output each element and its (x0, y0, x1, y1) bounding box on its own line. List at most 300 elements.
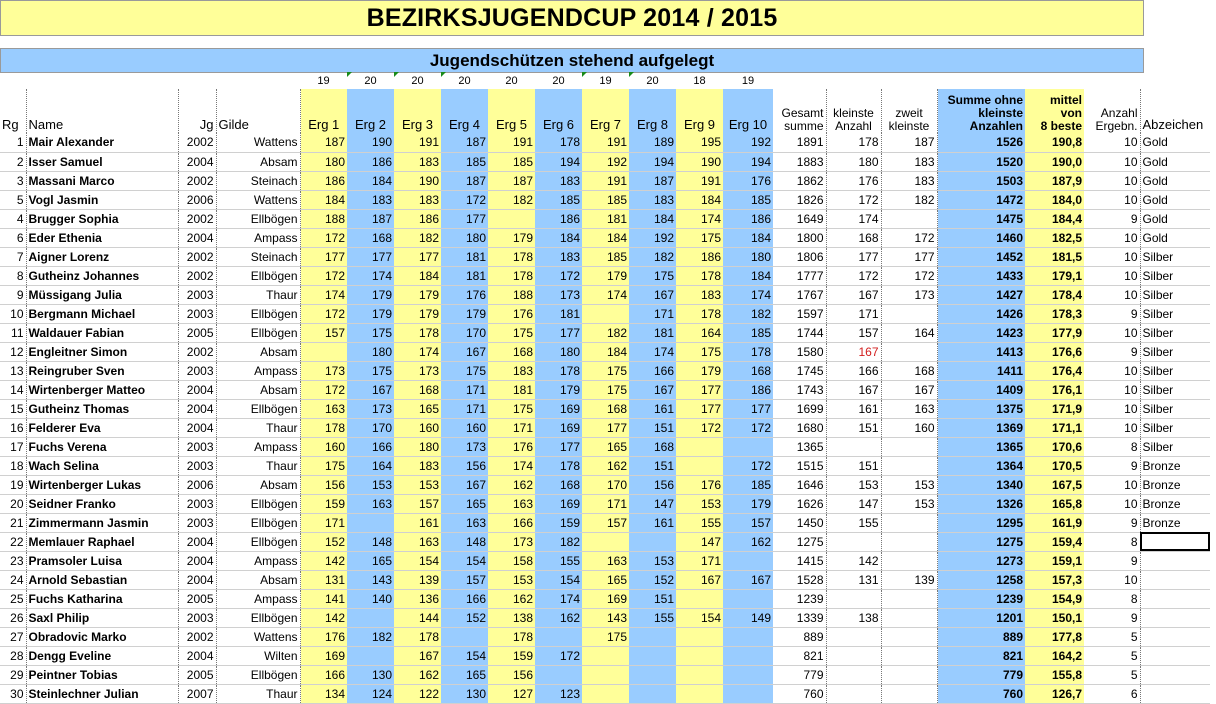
cell-erg-8[interactable]: 175 (629, 266, 676, 285)
cell-erg-4[interactable]: 163 (441, 513, 488, 532)
header-erg-9[interactable]: Erg 9 (676, 89, 723, 133)
cell-erg-8[interactable]: 153 (629, 551, 676, 570)
cell-jg[interactable]: 2003 (178, 304, 216, 323)
cell-erg-3[interactable]: 122 (394, 684, 441, 703)
cell-gesamt[interactable]: 779 (773, 665, 826, 684)
cell-summe-ohne[interactable]: 1364 (937, 456, 1025, 475)
cell-jg[interactable]: 2004 (178, 228, 216, 247)
cell-erg-10[interactable] (723, 665, 773, 684)
cell-gesamt[interactable]: 760 (773, 684, 826, 703)
cell-erg-3[interactable]: 167 (394, 646, 441, 665)
cell-erg-1[interactable]: 169 (300, 646, 347, 665)
cell-erg-4[interactable]: 170 (441, 323, 488, 342)
cell-summe-ohne[interactable]: 1460 (937, 228, 1025, 247)
cell-erg-7[interactable]: 184 (582, 228, 629, 247)
cell-erg-6[interactable]: 194 (535, 152, 582, 171)
cell-erg-10[interactable]: 168 (723, 361, 773, 380)
cell-abzeichen[interactable]: Gold (1140, 190, 1210, 209)
cell-summe-ohne[interactable]: 1369 (937, 418, 1025, 437)
cell-erg-2[interactable]: 148 (347, 532, 394, 551)
cell-erg-6[interactable]: 178 (535, 133, 582, 152)
cell-jg[interactable]: 2005 (178, 323, 216, 342)
cell-summe-ohne[interactable]: 1411 (937, 361, 1025, 380)
cell-kleinste[interactable]: 138 (826, 608, 881, 627)
cell-anzahl[interactable]: 8 (1084, 437, 1140, 456)
cell-erg-10[interactable]: 185 (723, 323, 773, 342)
cell-rank[interactable]: 23 (0, 551, 26, 570)
cell-gilde[interactable]: Ellbögen (216, 266, 300, 285)
cell-erg-2[interactable]: 165 (347, 551, 394, 570)
cell-erg-3[interactable]: 186 (394, 209, 441, 228)
cell-gesamt[interactable]: 1597 (773, 304, 826, 323)
cell-mittel[interactable]: 126,7 (1025, 684, 1084, 703)
cell-erg-8[interactable]: 187 (629, 171, 676, 190)
cell-erg-4[interactable]: 160 (441, 418, 488, 437)
cell-summe-ohne[interactable]: 1433 (937, 266, 1025, 285)
cell-name[interactable]: Engleitner Simon (26, 342, 178, 361)
cell-erg-7[interactable]: 177 (582, 418, 629, 437)
cell-erg-9[interactable] (676, 646, 723, 665)
cell-summe-ohne[interactable]: 1452 (937, 247, 1025, 266)
cell-erg-2[interactable]: 179 (347, 285, 394, 304)
cell-erg-6[interactable]: 178 (535, 456, 582, 475)
cell-summe-ohne[interactable]: 1273 (937, 551, 1025, 570)
cell-erg-2[interactable]: 186 (347, 152, 394, 171)
cell-zweit[interactable] (881, 665, 937, 684)
cell-erg-10[interactable]: 192 (723, 133, 773, 152)
cell-rank[interactable]: 16 (0, 418, 26, 437)
cell-kleinste[interactable]: 177 (826, 247, 881, 266)
cell-anzahl[interactable]: 10 (1084, 323, 1140, 342)
cell-erg-8[interactable]: 147 (629, 494, 676, 513)
header-erg-3[interactable]: Erg 3 (394, 89, 441, 133)
cell-erg-4[interactable]: 157 (441, 570, 488, 589)
cell-erg-2[interactable]: 167 (347, 380, 394, 399)
cell-anzahl[interactable]: 5 (1084, 627, 1140, 646)
cell-erg-8[interactable]: 167 (629, 380, 676, 399)
cell-gilde[interactable]: Ellbögen (216, 399, 300, 418)
cell-erg-3[interactable]: 154 (394, 551, 441, 570)
cell-zweit[interactable] (881, 532, 937, 551)
cell-gesamt[interactable]: 1646 (773, 475, 826, 494)
cell-gilde[interactable]: Absam (216, 342, 300, 361)
cell-erg-8[interactable]: 189 (629, 133, 676, 152)
cell-erg-6[interactable]: 180 (535, 342, 582, 361)
cell-zweit[interactable] (881, 608, 937, 627)
cell-erg-9[interactable]: 172 (676, 418, 723, 437)
cell-erg-7[interactable] (582, 665, 629, 684)
cell-gilde[interactable]: Ellbögen (216, 532, 300, 551)
empty-cell[interactable] (1025, 72, 1084, 89)
cell-erg-5[interactable]: 159 (488, 646, 535, 665)
cell-erg-7[interactable]: 175 (582, 627, 629, 646)
cell-gilde[interactable]: Thaur (216, 456, 300, 475)
cell-erg-4[interactable]: 177 (441, 209, 488, 228)
cell-erg-3[interactable]: 182 (394, 228, 441, 247)
cell-zweit[interactable] (881, 456, 937, 475)
cell-rank[interactable]: 3 (0, 171, 26, 190)
cell-erg-3[interactable]: 136 (394, 589, 441, 608)
cell-rank[interactable]: 15 (0, 399, 26, 418)
header-gesamt[interactable] (773, 89, 826, 133)
cell-erg-10[interactable] (723, 684, 773, 703)
cell-kleinste[interactable]: 142 (826, 551, 881, 570)
cell-name[interactable]: Saxl Philip (26, 608, 178, 627)
cell-summe-ohne[interactable]: 1375 (937, 399, 1025, 418)
cell-erg-5[interactable]: 162 (488, 475, 535, 494)
empty-cell[interactable] (1140, 72, 1210, 89)
cell-kleinste[interactable] (826, 684, 881, 703)
cell-erg-6[interactable]: 177 (535, 437, 582, 456)
empty-cell[interactable] (937, 72, 1025, 89)
cell-abzeichen[interactable]: Gold (1140, 228, 1210, 247)
cell-erg-8[interactable]: 166 (629, 361, 676, 380)
cell-erg-1[interactable]: 142 (300, 551, 347, 570)
cell-name[interactable]: Massani Marco (26, 171, 178, 190)
cell-mittel[interactable]: 178,4 (1025, 285, 1084, 304)
cell-zweit[interactable] (881, 684, 937, 703)
cell-erg-6[interactable]: 184 (535, 228, 582, 247)
cell-erg-9[interactable]: 195 (676, 133, 723, 152)
cell-erg-4[interactable]: 171 (441, 380, 488, 399)
cell-erg-10[interactable]: 184 (723, 266, 773, 285)
cell-erg-4[interactable]: 167 (441, 342, 488, 361)
header-erg-8[interactable]: Erg 8 (629, 89, 676, 133)
cell-erg-2[interactable] (347, 608, 394, 627)
cell-zweit[interactable]: 160 (881, 418, 937, 437)
cell-anzahl[interactable]: 10 (1084, 380, 1140, 399)
cell-abzeichen[interactable]: Gold (1140, 133, 1210, 152)
cell-rank[interactable]: 29 (0, 665, 26, 684)
cell-erg-10[interactable]: 176 (723, 171, 773, 190)
cell-kleinste[interactable]: 180 (826, 152, 881, 171)
cell-mittel[interactable]: 165,8 (1025, 494, 1084, 513)
cell-erg-5[interactable]: 187 (488, 171, 535, 190)
cell-erg-5[interactable]: 178 (488, 627, 535, 646)
cell-jg[interactable]: 2006 (178, 190, 216, 209)
cell-erg-8[interactable]: 174 (629, 342, 676, 361)
cell-erg-2[interactable]: 183 (347, 190, 394, 209)
cell-erg-4[interactable]: 152 (441, 608, 488, 627)
cell-erg-6[interactable]: 172 (535, 646, 582, 665)
cell-gesamt[interactable]: 1515 (773, 456, 826, 475)
cell-rank[interactable]: 10 (0, 304, 26, 323)
cell-jg[interactable]: 2002 (178, 171, 216, 190)
cell-erg-3[interactable]: 183 (394, 190, 441, 209)
cell-erg-4[interactable]: 165 (441, 494, 488, 513)
cell-rank[interactable]: 12 (0, 342, 26, 361)
cell-mittel[interactable]: 182,5 (1025, 228, 1084, 247)
cell-erg-9[interactable]: 164 (676, 323, 723, 342)
cell-erg-8[interactable]: 192 (629, 228, 676, 247)
cell-erg-10[interactable]: 167 (723, 570, 773, 589)
cell-erg-7[interactable]: 170 (582, 475, 629, 494)
cell-name[interactable]: Gutheinz Thomas (26, 399, 178, 418)
cell-gesamt[interactable]: 1365 (773, 437, 826, 456)
cell-gilde[interactable]: Ellbögen (216, 608, 300, 627)
cell-erg-6[interactable]: 172 (535, 266, 582, 285)
cell-gesamt[interactable]: 1626 (773, 494, 826, 513)
cell-gilde[interactable]: Steinach (216, 247, 300, 266)
cell-gesamt[interactable]: 1862 (773, 171, 826, 190)
cell-erg-3[interactable]: 180 (394, 437, 441, 456)
cell-abzeichen[interactable] (1140, 608, 1210, 627)
cell-kleinste[interactable]: 172 (826, 190, 881, 209)
header-kleinste[interactable] (826, 89, 881, 133)
cell-erg-1[interactable]: 177 (300, 247, 347, 266)
cell-rank[interactable]: 24 (0, 570, 26, 589)
cell-erg-1[interactable]: 178 (300, 418, 347, 437)
cell-name[interactable]: Obradovic Marko (26, 627, 178, 646)
cell-summe-ohne[interactable]: 760 (937, 684, 1025, 703)
cell-erg-7[interactable] (582, 532, 629, 551)
cell-erg-7[interactable]: 179 (582, 266, 629, 285)
cell-zweit[interactable]: 168 (881, 361, 937, 380)
cell-erg-6[interactable] (535, 627, 582, 646)
cell-anzahl[interactable]: 5 (1084, 665, 1140, 684)
cell-erg-1[interactable]: 172 (300, 380, 347, 399)
cell-erg-6[interactable]: 169 (535, 418, 582, 437)
header-anzahl[interactable] (1084, 89, 1140, 133)
cell-gilde[interactable]: Steinach (216, 171, 300, 190)
cell-gilde[interactable]: Thaur (216, 285, 300, 304)
cell-erg-1[interactable]: 184 (300, 190, 347, 209)
cell-mittel[interactable]: 170,6 (1025, 437, 1084, 456)
cell-kleinste[interactable]: 157 (826, 323, 881, 342)
cell-summe-ohne[interactable]: 1365 (937, 437, 1025, 456)
cell-gilde[interactable]: Absam (216, 475, 300, 494)
cell-zweit[interactable] (881, 209, 937, 228)
cell-erg-4[interactable]: 180 (441, 228, 488, 247)
cell-erg-5[interactable]: 173 (488, 532, 535, 551)
cell-erg-8[interactable] (629, 684, 676, 703)
cell-zweit[interactable]: 163 (881, 399, 937, 418)
cell-gesamt[interactable]: 1415 (773, 551, 826, 570)
cell-erg-4[interactable]: 176 (441, 285, 488, 304)
cell-erg-3[interactable]: 168 (394, 380, 441, 399)
cell-erg-4[interactable] (441, 627, 488, 646)
cell-erg-9[interactable]: 178 (676, 304, 723, 323)
cell-erg-4[interactable]: 187 (441, 133, 488, 152)
cell-jg[interactable]: 2003 (178, 494, 216, 513)
empty-cell[interactable] (1084, 72, 1140, 89)
max-value-erg-2[interactable]: 20 (347, 72, 394, 89)
cell-erg-5[interactable]: 179 (488, 228, 535, 247)
cell-erg-3[interactable]: 160 (394, 418, 441, 437)
cell-name[interactable]: Dengg Eveline (26, 646, 178, 665)
cell-erg-8[interactable] (629, 646, 676, 665)
cell-erg-2[interactable]: 153 (347, 475, 394, 494)
cell-erg-6[interactable]: 179 (535, 380, 582, 399)
cell-erg-1[interactable]: 166 (300, 665, 347, 684)
cell-zweit[interactable]: 177 (881, 247, 937, 266)
cell-erg-6[interactable]: 169 (535, 399, 582, 418)
cell-erg-10[interactable]: 172 (723, 456, 773, 475)
cell-summe-ohne[interactable]: 1475 (937, 209, 1025, 228)
cell-erg-9[interactable]: 167 (676, 570, 723, 589)
header-erg-6[interactable]: Erg 6 (535, 89, 582, 133)
max-value-erg-3[interactable]: 20 (394, 72, 441, 89)
cell-name[interactable]: Felderer Eva (26, 418, 178, 437)
cell-jg[interactable]: 2003 (178, 437, 216, 456)
cell-erg-8[interactable]: 151 (629, 589, 676, 608)
cell-erg-5[interactable]: 166 (488, 513, 535, 532)
cell-erg-7[interactable]: 181 (582, 209, 629, 228)
cell-abzeichen[interactable]: Silber (1140, 247, 1210, 266)
cell-anzahl[interactable]: 9 (1084, 608, 1140, 627)
cell-erg-2[interactable]: 184 (347, 171, 394, 190)
cell-name[interactable]: Steinlechner Julian (26, 684, 178, 703)
cell-erg-6[interactable]: 185 (535, 190, 582, 209)
cell-erg-5[interactable]: 176 (488, 437, 535, 456)
cell-anzahl[interactable]: 10 (1084, 133, 1140, 152)
header-erg-5[interactable]: Erg 5 (488, 89, 535, 133)
cell-erg-1[interactable]: 180 (300, 152, 347, 171)
cell-gesamt[interactable]: 1275 (773, 532, 826, 551)
cell-zweit[interactable] (881, 342, 937, 361)
header-name[interactable]: Name (26, 89, 178, 133)
cell-erg-6[interactable]: 123 (535, 684, 582, 703)
cell-gilde[interactable]: Wattens (216, 627, 300, 646)
header-erg-7[interactable]: Erg 7 (582, 89, 629, 133)
cell-erg-8[interactable]: 151 (629, 418, 676, 437)
cell-erg-8[interactable]: 152 (629, 570, 676, 589)
cell-erg-4[interactable]: 185 (441, 152, 488, 171)
cell-erg-10[interactable]: 174 (723, 285, 773, 304)
cell-erg-2[interactable]: 177 (347, 247, 394, 266)
cell-abzeichen[interactable]: Silber (1140, 399, 1210, 418)
cell-kleinste[interactable] (826, 532, 881, 551)
cell-erg-2[interactable] (347, 646, 394, 665)
cell-kleinste[interactable] (826, 589, 881, 608)
cell-erg-10[interactable]: 178 (723, 342, 773, 361)
cell-gilde[interactable]: Ampass (216, 437, 300, 456)
cell-zweit[interactable] (881, 627, 937, 646)
cell-jg[interactable]: 2002 (178, 266, 216, 285)
cell-erg-10[interactable]: 172 (723, 418, 773, 437)
cell-abzeichen[interactable]: Gold (1140, 152, 1210, 171)
cell-erg-8[interactable] (629, 627, 676, 646)
cell-gilde[interactable]: Ampass (216, 361, 300, 380)
cell-erg-5[interactable]: 175 (488, 323, 535, 342)
cell-jg[interactable]: 2002 (178, 209, 216, 228)
cell-erg-7[interactable]: 175 (582, 361, 629, 380)
cell-kleinste[interactable]: 153 (826, 475, 881, 494)
cell-rank[interactable]: 28 (0, 646, 26, 665)
cell-gilde[interactable]: Absam (216, 380, 300, 399)
cell-erg-2[interactable]: 143 (347, 570, 394, 589)
cell-zweit[interactable]: 172 (881, 266, 937, 285)
cell-erg-2[interactable]: 166 (347, 437, 394, 456)
cell-zweit[interactable] (881, 304, 937, 323)
cell-erg-7[interactable]: 165 (582, 570, 629, 589)
cell-erg-6[interactable]: 177 (535, 323, 582, 342)
cell-erg-2[interactable]: 164 (347, 456, 394, 475)
cell-zweit[interactable]: 187 (881, 133, 937, 152)
cell-erg-9[interactable]: 177 (676, 399, 723, 418)
cell-summe-ohne[interactable]: 1275 (937, 532, 1025, 551)
cell-abzeichen[interactable] (1140, 570, 1210, 589)
cell-erg-9[interactable]: 153 (676, 494, 723, 513)
cell-summe-ohne[interactable]: 1472 (937, 190, 1025, 209)
cell-erg-2[interactable]: 140 (347, 589, 394, 608)
cell-kleinste[interactable]: 167 (826, 285, 881, 304)
cell-erg-8[interactable]: 168 (629, 437, 676, 456)
cell-gilde[interactable]: Ampass (216, 551, 300, 570)
cell-jg[interactable]: 2004 (178, 570, 216, 589)
cell-erg-10[interactable]: 185 (723, 190, 773, 209)
cell-erg-7[interactable] (582, 304, 629, 323)
cell-rank[interactable]: 6 (0, 228, 26, 247)
cell-erg-10[interactable]: 177 (723, 399, 773, 418)
cell-jg[interactable]: 2004 (178, 399, 216, 418)
header-erg-2[interactable]: Erg 2 (347, 89, 394, 133)
cell-jg[interactable]: 2004 (178, 646, 216, 665)
cell-erg-10[interactable] (723, 646, 773, 665)
cell-erg-2[interactable]: 163 (347, 494, 394, 513)
cell-erg-7[interactable]: 171 (582, 494, 629, 513)
cell-erg-5[interactable]: 176 (488, 304, 535, 323)
cell-name[interactable]: Fuchs Katharina (26, 589, 178, 608)
cell-mittel[interactable]: 154,9 (1025, 589, 1084, 608)
cell-gilde[interactable]: Ellbögen (216, 304, 300, 323)
max-value-erg-9[interactable]: 18 (693, 74, 706, 87)
cell-gesamt[interactable]: 1743 (773, 380, 826, 399)
cell-mittel[interactable]: 178,3 (1025, 304, 1084, 323)
cell-mittel[interactable]: 176,4 (1025, 361, 1084, 380)
cell-erg-6[interactable]: 168 (535, 475, 582, 494)
cell-jg[interactable]: 2003 (178, 513, 216, 532)
cell-erg-6[interactable]: 169 (535, 494, 582, 513)
cell-name[interactable]: Arnold Sebastian (26, 570, 178, 589)
cell-name[interactable]: Zimmermann Jasmin (26, 513, 178, 532)
cell-rank[interactable]: 30 (0, 684, 26, 703)
cell-anzahl[interactable]: 10 (1084, 361, 1140, 380)
cell-mittel[interactable]: 150,1 (1025, 608, 1084, 627)
cell-jg[interactable]: 2004 (178, 418, 216, 437)
cell-erg-6[interactable]: 174 (535, 589, 582, 608)
cell-gesamt[interactable]: 1680 (773, 418, 826, 437)
cell-kleinste[interactable]: 171 (826, 304, 881, 323)
cell-gesamt[interactable]: 1450 (773, 513, 826, 532)
cell-kleinste[interactable]: 166 (826, 361, 881, 380)
cell-mittel[interactable]: 190,0 (1025, 152, 1084, 171)
cell-erg-2[interactable]: 187 (347, 209, 394, 228)
cell-summe-ohne[interactable]: 1426 (937, 304, 1025, 323)
cell-erg-10[interactable]: 180 (723, 247, 773, 266)
cell-erg-8[interactable]: 151 (629, 456, 676, 475)
max-value-erg-4[interactable]: 20 (441, 72, 488, 89)
cell-gesamt[interactable]: 1580 (773, 342, 826, 361)
cell-erg-4[interactable]: 175 (441, 361, 488, 380)
cell-jg[interactable]: 2004 (178, 551, 216, 570)
cell-zweit[interactable]: 182 (881, 190, 937, 209)
cell-erg-8[interactable] (629, 665, 676, 684)
cell-gesamt[interactable]: 1806 (773, 247, 826, 266)
cell-erg-2[interactable]: 190 (347, 133, 394, 152)
cell-anzahl[interactable]: 9 (1084, 342, 1140, 361)
cell-gilde[interactable]: Ellbögen (216, 513, 300, 532)
cell-erg-5[interactable]: 171 (488, 418, 535, 437)
cell-erg-7[interactable]: 184 (582, 342, 629, 361)
cell-gesamt[interactable]: 1891 (773, 133, 826, 152)
cell-jg[interactable]: 2004 (178, 532, 216, 551)
cell-gesamt[interactable]: 1649 (773, 209, 826, 228)
cell-erg-2[interactable]: 168 (347, 228, 394, 247)
cell-erg-7[interactable]: 174 (582, 285, 629, 304)
cell-gesamt[interactable]: 1767 (773, 285, 826, 304)
header-abzeichen[interactable]: Abzeichen (1142, 117, 1204, 132)
